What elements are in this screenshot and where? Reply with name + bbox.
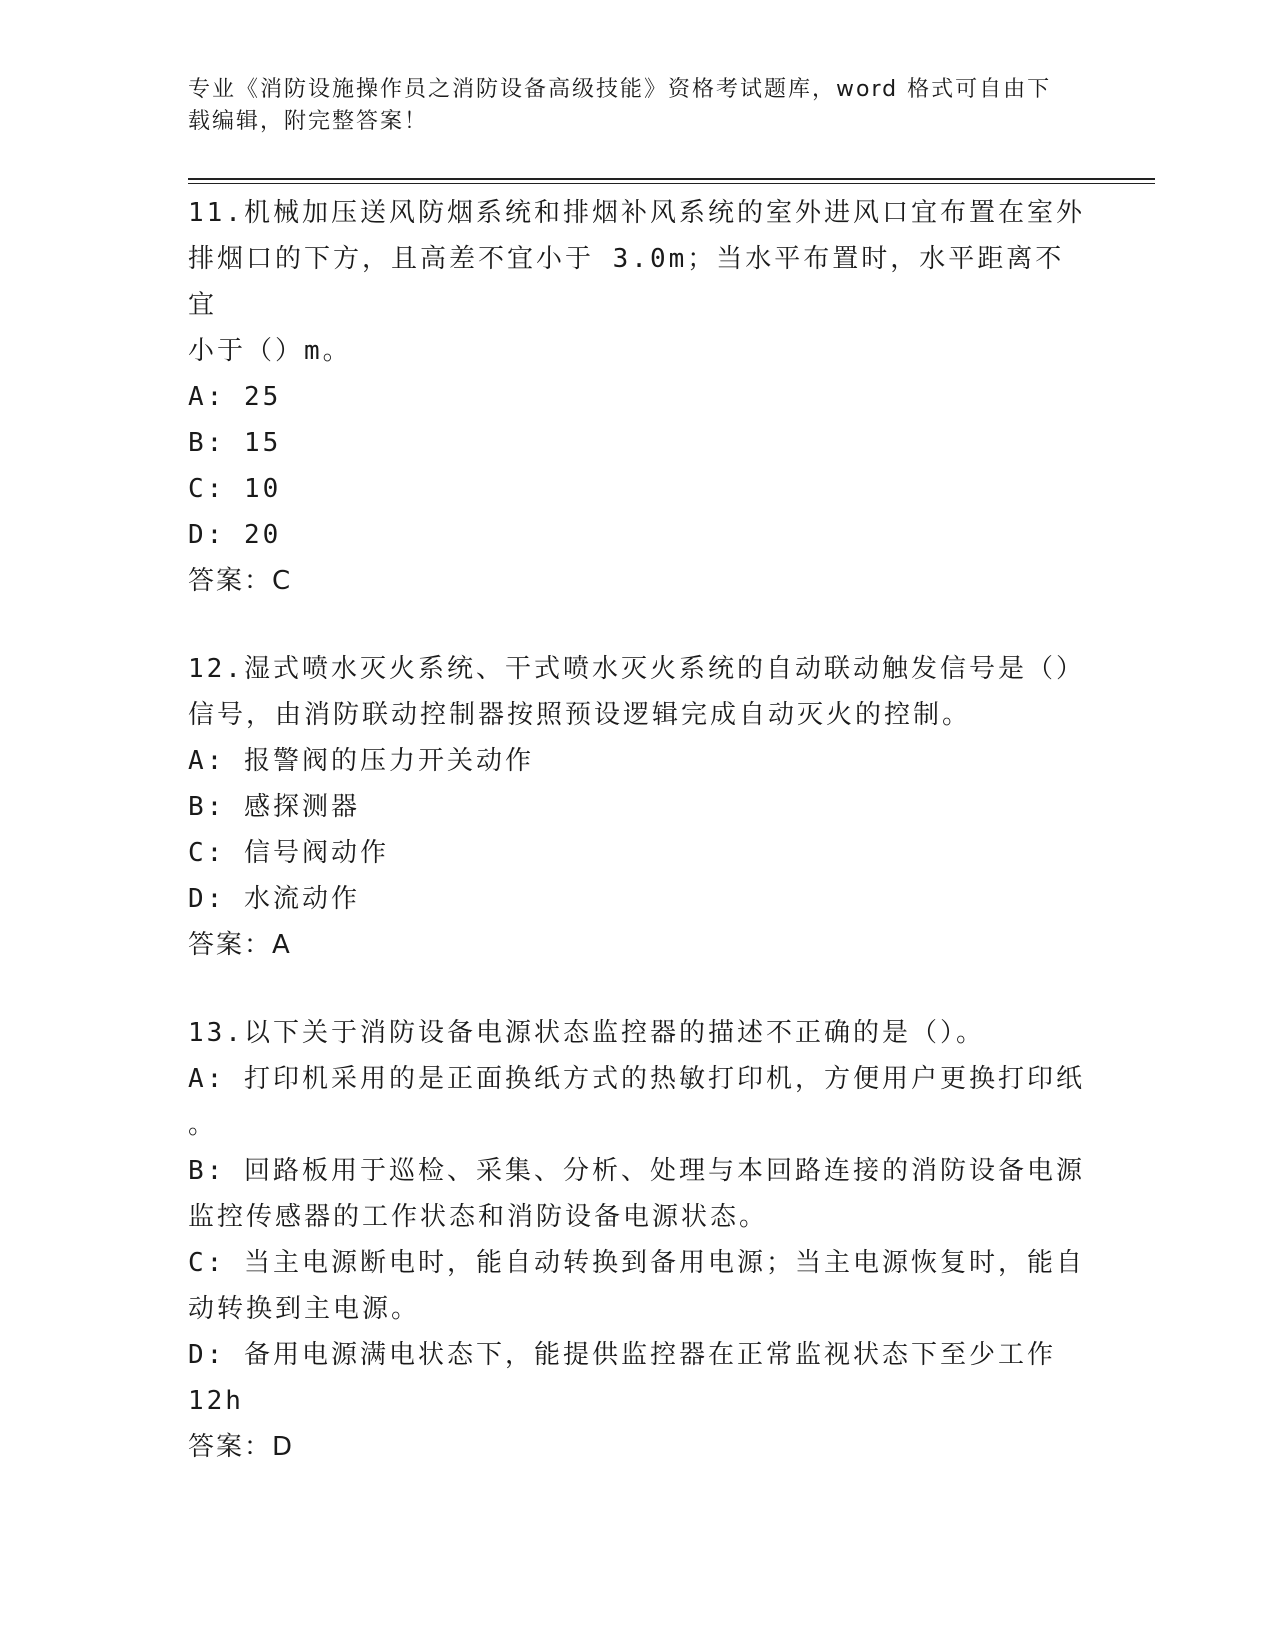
answer-label: 答案：D xyxy=(188,1432,295,1462)
option-a: A: 25 xyxy=(188,382,282,412)
option-d: D: 备用电源满电状态下，能提供监控器在正常监视状态下至少工作 xyxy=(188,1340,1056,1370)
option-b: B: 15 xyxy=(188,428,282,458)
question-spacer xyxy=(188,968,1088,1010)
question-stem-line: 12.湿式喷水灭火系统、干式喷水灭火系统的自动联动触发信号是（） xyxy=(188,654,1085,684)
question-13 xyxy=(188,1010,1088,1470)
option-b-continued: 监控传感器的工作状态和消防设备电源状态。 xyxy=(188,1202,769,1232)
header-divider xyxy=(188,178,1155,184)
question-11 xyxy=(188,190,1088,604)
option-d-continued: 12h xyxy=(188,1386,244,1416)
option-c: C: 10 xyxy=(188,474,282,504)
option-b: B: 感探测器 xyxy=(188,792,360,822)
question-list xyxy=(188,190,1088,1470)
option-a: A: 报警阀的压力开关动作 xyxy=(188,746,534,776)
answer-label: 答案：C xyxy=(188,566,293,596)
answer-label: 答案：A xyxy=(188,930,292,960)
option-d: D: 水流动作 xyxy=(188,884,360,914)
document-header xyxy=(188,74,1088,138)
header-line-1: 专业《消防设施操作员之消防设备高级技能》资格考试题库，word 格式可自由下 xyxy=(188,77,1052,102)
option-c: C: 当主电源断电时，能自动转换到备用电源；当主电源恢复时，能自 xyxy=(188,1248,1085,1278)
option-a-continued: 。 xyxy=(188,1110,218,1140)
question-stem-line: 11.机械加压送风防烟系统和排烟补风系统的室外进风口宜布置在室外 xyxy=(188,198,1085,228)
option-d: D: 20 xyxy=(188,520,282,550)
option-a: A: 打印机采用的是正面换纸方式的热敏打印机，方便用户更换打印纸 xyxy=(188,1064,1085,1094)
question-stem-line: 信号，由消防联动控制器按照预设逻辑完成自动灭火的控制。 xyxy=(188,700,972,730)
option-c-continued: 动转换到主电源。 xyxy=(188,1294,421,1324)
question-12 xyxy=(188,646,1088,968)
question-stem-line: 排烟口的下方，且高差不宜小于 3.0m；当水平布置时，水平距离不宜 xyxy=(188,244,1065,320)
question-stem-line: 小于（）m。 xyxy=(188,336,352,366)
header-line-2: 载编辑，附完整答案！ xyxy=(188,109,429,134)
option-b: B: 回路板用于巡检、采集、分析、处理与本回路连接的消防设备电源 xyxy=(188,1156,1085,1186)
question-spacer xyxy=(188,604,1088,646)
question-stem-line: 13.以下关于消防设备电源状态监控器的描述不正确的是（）。 xyxy=(188,1018,985,1048)
option-c: C: 信号阀动作 xyxy=(188,838,389,868)
